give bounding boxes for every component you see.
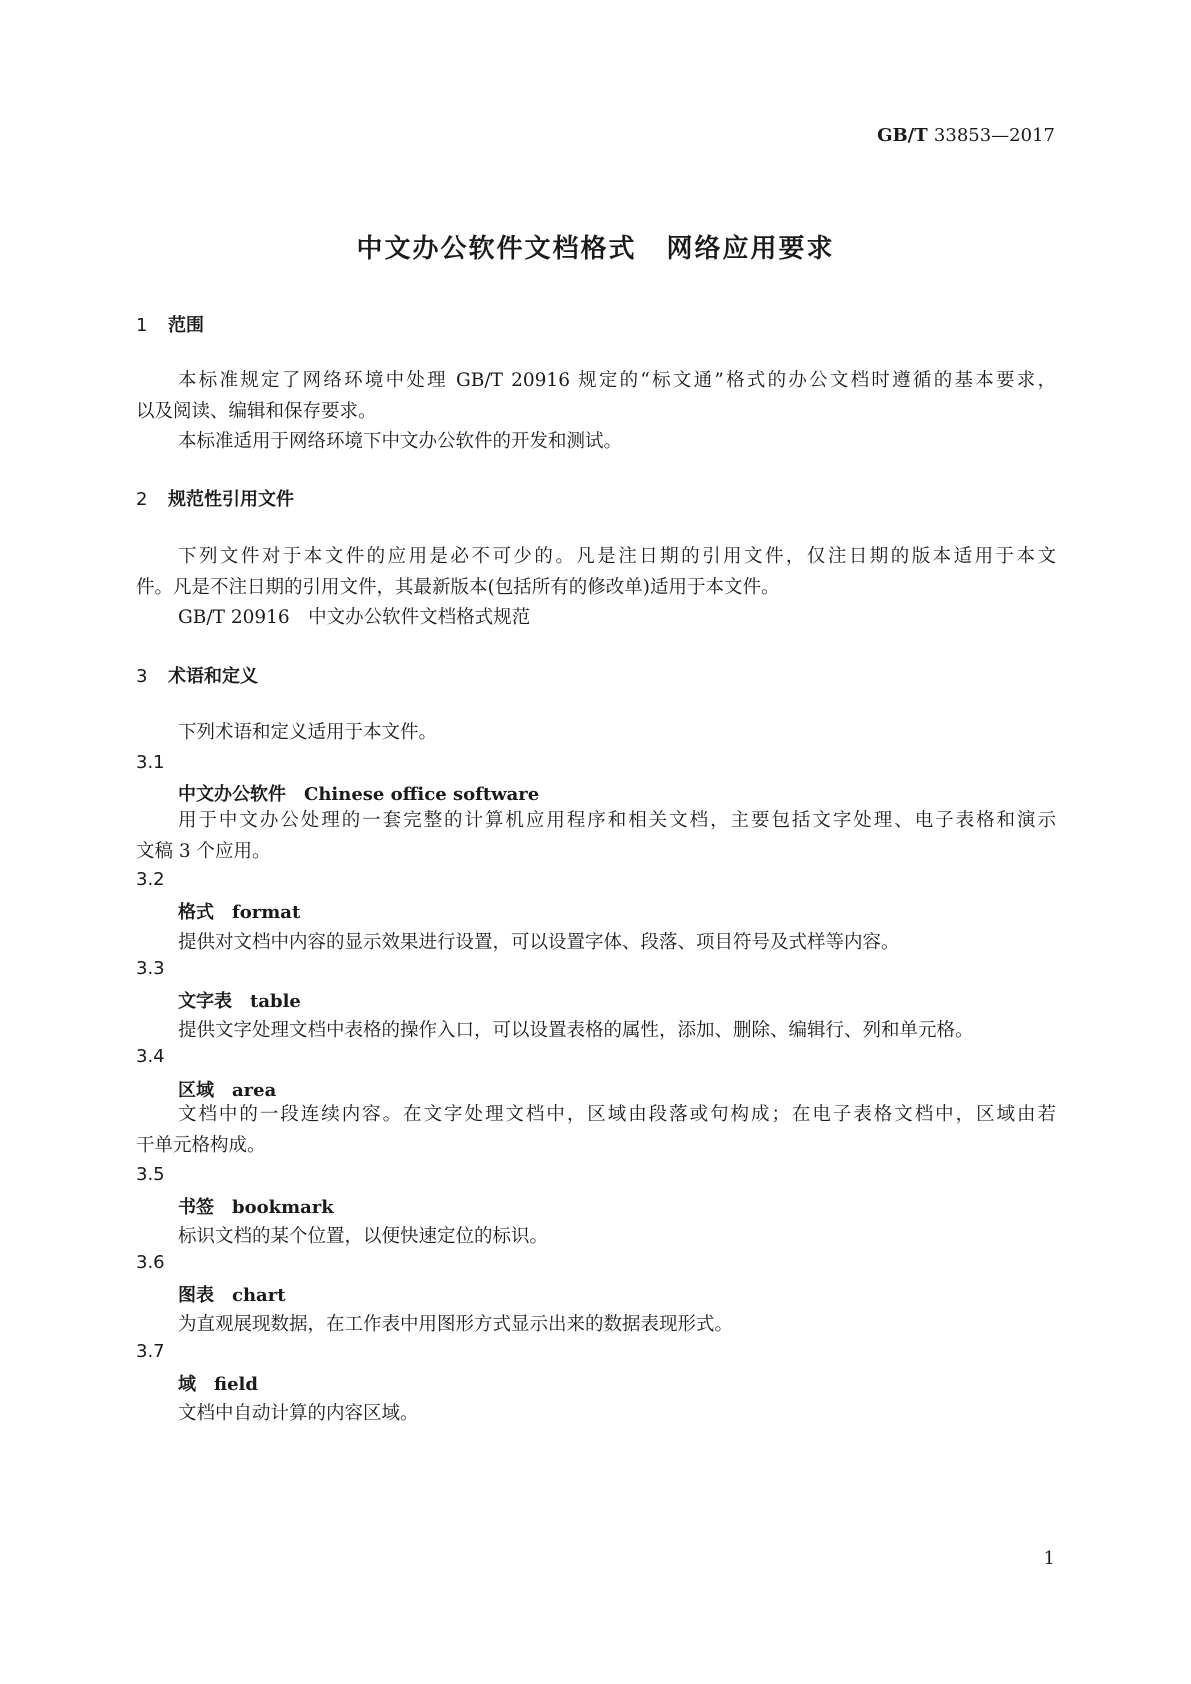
term-en: field [214,1374,258,1395]
term-definition: 为直观展现数据，在工作表中用图形方式显示出来的数据表现形式。 [178,1314,734,1335]
standard-number: 33853—2017 [933,125,1055,146]
term-name [178,780,539,806]
scope-paragraph-2: 本标准适用于网络环境下中文办公软件的开发和测试。 [178,431,623,452]
normative-reference: GB/T 20916 中文办公软件文档格式规范 [178,607,531,628]
term-name [178,1193,334,1219]
term-number: 3.4 [136,1046,165,1067]
term-name [178,898,300,924]
term-zh: 书签 [178,1197,214,1218]
term-zh: 区域 [178,1080,214,1101]
term-en: table [250,991,301,1012]
document-title [0,228,1191,265]
text-line: 文稿 3 个应用。 [136,841,271,862]
term-definition: 提供对文档中内容的显示效果进行设置，可以设置字体、段落、项目符号及式样等内容。 [178,932,900,953]
section-title: 术语和定义 [168,666,258,687]
term-en: area [232,1080,277,1101]
page-number: 1 [1043,1548,1055,1569]
term-number: 3.6 [136,1252,165,1273]
standard-prefix: GB/T [877,125,928,146]
term-number: 3.5 [136,1164,165,1185]
section-title: 规范性引用文件 [168,489,294,510]
section-number: 2 [136,489,148,510]
term-name [178,1370,258,1396]
term-number: 3.3 [136,958,165,979]
section-number: 3 [136,666,148,687]
section-heading-terms [136,662,258,688]
section-number: 1 [136,315,148,336]
text-line: 用于中文办公处理的一套完整的计算机应用程序和相关文档，主要包括文字处理、电子表格和演示 [178,810,1056,831]
term-name [178,1281,286,1307]
term-en: format [232,902,301,923]
section-heading-scope [136,311,204,337]
term-zh: 域 [178,1374,196,1395]
term-zh: 中文办公软件 [178,784,286,805]
term-en: bookmark [232,1197,334,1218]
term-definition [136,805,1056,867]
term-number: 3.1 [136,752,165,773]
text-line: 件。凡是不注日期的引用文件，其最新版本(包括所有的修改单)适用于本文件。 [136,577,780,598]
text-line: 本标准规定了网络环境中处理 GB/T 20916 规定的“标文通”格式的办公文档时遵循的基本要求， [178,370,1056,391]
term-zh: 文字表 [178,991,232,1012]
text-line: 干单元格构成。 [136,1135,266,1156]
term-name [178,987,301,1013]
term-en: Chinese office software [304,784,540,805]
normative-paragraph [136,541,1056,603]
term-number: 3.7 [136,1341,165,1362]
term-definition: 提供文字处理文档中表格的操作入口，可以设置表格的属性，添加、删除、编辑行、列和单元格。 [178,1020,974,1041]
terms-intro: 下列术语和定义适用于本文件。 [178,722,438,743]
term-definition: 文档中自动计算的内容区域。 [178,1403,419,1424]
text-line: 文档中的一段连续内容。在文字处理文档中，区域由段落或句构成；在电子表格文档中，区域由若 [178,1104,1056,1125]
text-line: 下列文件对于本文件的应用是必不可少的。凡是注日期的引用文件，仅注日期的版本适用于本文 [178,546,1056,567]
scope-paragraph-1 [136,365,1056,427]
term-definition: 标识文档的某个位置，以便快速定位的标识。 [178,1226,549,1247]
title-part-2: 网络应用要求 [666,234,835,264]
standard-code [877,125,1055,146]
section-title: 范围 [168,315,204,336]
text-line: 以及阅读、编辑和保存要求。 [136,401,377,422]
term-zh: 格式 [178,902,214,923]
term-number: 3.2 [136,869,165,890]
title-part-1: 中文办公软件文档格式 [356,234,637,264]
term-definition [136,1099,1056,1161]
term-zh: 图表 [178,1285,214,1306]
term-en: chart [232,1285,286,1306]
section-heading-normative [136,485,294,511]
